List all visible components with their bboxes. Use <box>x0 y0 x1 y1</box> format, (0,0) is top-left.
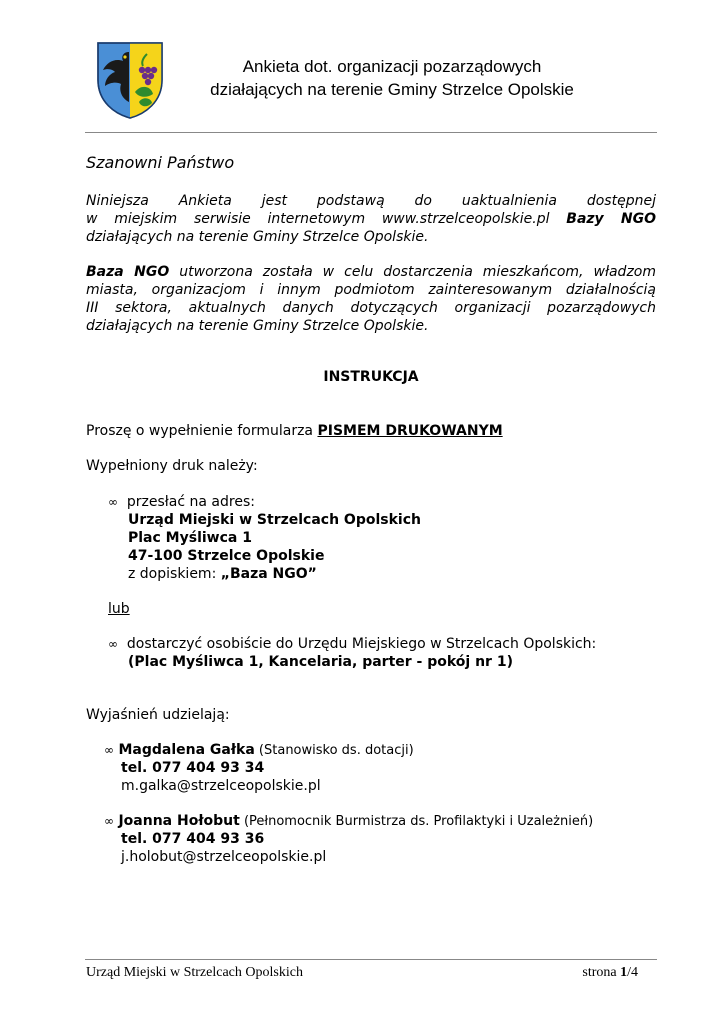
printed-letters-emphasis: PISMEM DRUKOWANYM <box>317 423 503 439</box>
page-number <box>582 964 638 982</box>
intro-word: do <box>414 193 432 209</box>
infinity-bullet-icon: ∞ <box>104 743 114 757</box>
intro-word: Ankieta <box>178 193 232 209</box>
document-title-line-2: działających na terenie Gminy Strzelce Opolskie <box>210 80 574 99</box>
intro-line-2 <box>86 210 656 228</box>
intro-word: podstawą <box>316 193 385 209</box>
or-separator: lub <box>108 601 130 617</box>
contact-role: (Pełnomocnik Burmistrza ds. Profilaktyki i Uzależnień) <box>239 814 594 829</box>
option-2-detail: (Plac Myśliwca 1, Kancelaria, parter - pokój nr 1) <box>128 654 513 670</box>
intro-word: uaktualnienia <box>461 193 557 209</box>
intro-line-3: działających na terenie Gminy Strzelce Opolskie. <box>86 229 429 245</box>
intro-word: Niniejsza <box>86 193 149 209</box>
fill-request <box>86 422 656 440</box>
crest-logo <box>95 40 165 120</box>
page-total: /4 <box>627 965 638 980</box>
option-2-text: dostarczyć osobiście do Urzędu Miejskiego w Strzelcach Opolskich: <box>126 636 597 652</box>
option-1-text: przesłać na adres: <box>126 494 255 510</box>
address-line-1: Urząd Miejski w Strzelcach Opolskich <box>128 512 421 528</box>
contact-1-email: m.galka@strzelceopolskie.pl <box>121 778 321 794</box>
contact-2-phone: tel. 077 404 93 36 <box>121 831 265 847</box>
footer-office: Urząd Miejski w Strzelcach Opolskich <box>86 965 303 980</box>
infinity-bullet-icon: ∞ <box>108 495 118 509</box>
para2-line-4: działających na terenie Gminy Strzelce Opolskie. <box>86 318 429 334</box>
greeting: Szanowni Państwo <box>86 153 235 172</box>
contact-2-name-line <box>104 812 593 831</box>
baza-ngo-bold: Bazy NGO <box>566 211 656 227</box>
page-current: 1 <box>620 965 628 980</box>
address-note-bold: „Baza NGO” <box>220 566 317 582</box>
filled-form-instruction: Wypełniony druk należy: <box>86 458 258 474</box>
intro-text: w miejskim serwisie internetowym www.strzelceopolskie.pl <box>86 211 567 227</box>
address-note-text: z dopiskiem: <box>128 566 221 582</box>
contact-name: Joanna Hołobut <box>118 813 240 829</box>
header-divider <box>85 132 657 133</box>
contact-1-name-line <box>104 741 414 760</box>
baza-ngo-bold: Baza NGO <box>86 264 170 280</box>
contact-role: (Stanowisko ds. dotacji) <box>254 743 414 758</box>
infinity-bullet-icon: ∞ <box>104 814 114 828</box>
section-heading: INSTRUKCJA <box>323 369 419 385</box>
contact-name: Magdalena Gałka <box>118 742 255 758</box>
option-1-line <box>108 493 255 511</box>
fill-request-text: Proszę o wypełnienie formularza <box>86 423 318 439</box>
contact-2-email: j.holobut@strzelceopolskie.pl <box>121 849 327 865</box>
intro-word: jest <box>261 193 288 209</box>
intro-word: dostępnej <box>586 193 656 209</box>
page-label: strona <box>582 965 621 980</box>
para2-line-2: miasta, organizacjom i innym podmiotom zainteresowanym działalnością <box>86 282 656 298</box>
footer-divider <box>85 959 657 960</box>
contact-1-phone: tel. 077 404 93 34 <box>121 760 265 776</box>
para2-text: utworzona została w celu dostarczenia mieszkańcom, władzom <box>169 264 656 280</box>
intro-line-1 <box>86 192 656 210</box>
option-2-line <box>108 635 596 653</box>
para2-line-1 <box>86 263 656 281</box>
address-line-3: 47-100 Strzelce Opolskie <box>128 548 325 564</box>
address-line-2: Plac Myśliwca 1 <box>128 530 252 546</box>
document-title-line-1: Ankieta dot. organizacji pozarządowych <box>242 57 542 76</box>
address-note <box>128 565 317 583</box>
infinity-bullet-icon: ∞ <box>108 637 118 651</box>
explanations-heading: Wyjaśnień udzielają: <box>86 707 230 723</box>
para2-line-3: III sektora, aktualnych danych dotyczących organizacji pozarządowych <box>86 300 656 316</box>
